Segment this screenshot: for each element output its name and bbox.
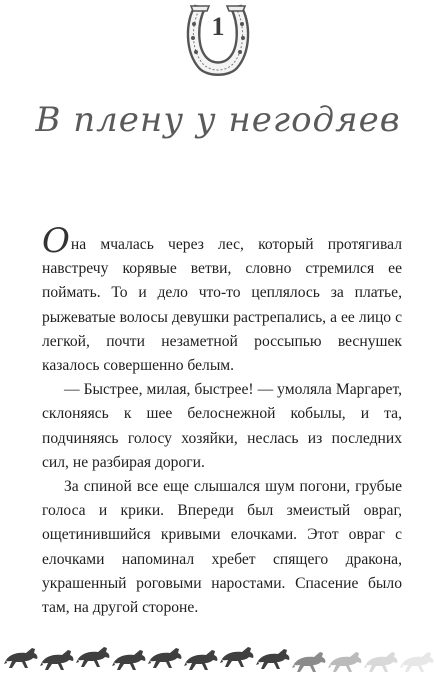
horse-icon [292,652,325,672]
horse-icon [4,648,37,668]
horse-icon [328,652,361,672]
horse-icon [112,650,145,670]
horse-icon [220,647,253,667]
chapter-number: 1 [211,12,225,41]
paragraph-1-text: на мчалась через лес, который протягивал навстречу корявые ветви, словно стремился ее поймать. То и дело что-то цеплялось за платье, рыжеватые волосы девушки растрепались, а ее лицо с легкой, почти незаметной россыпью веснушек казалось совершенно белым. [42,236,402,375]
body-text [42,221,402,620]
horse-icon [364,652,397,672]
horse-icon [184,650,217,670]
horse-icon [400,652,433,672]
paragraph-2: — Быстрее, милая, быстрее! — умоляла Маргарет, склоняясь к шее белоснежной кобылы, и та, подчиняясь голосу хозяйки, неслась из последних сил, не разбирая дороги. [42,381,402,471]
horse-icon [256,649,289,669]
horse-icon [40,650,73,670]
paragraph-1 [42,221,402,378]
chapter-title: В плену у негодяев [35,100,401,140]
horse-icon [148,648,181,668]
horse-icon [76,647,109,667]
paragraph-3: За спиной все еще слышался шум погони, грубые голоса и крики. Впереди был змеистый овраг, ощетинившийся кривыми елочками. Этот овраг с елочками напоминал хребет спящего дракона, украшенный роговыми наростами. Спасение было там, на другой стороне. [42,478,402,617]
galloping-horses-ornament [0,636,436,672]
drop-cap: О [42,221,70,261]
